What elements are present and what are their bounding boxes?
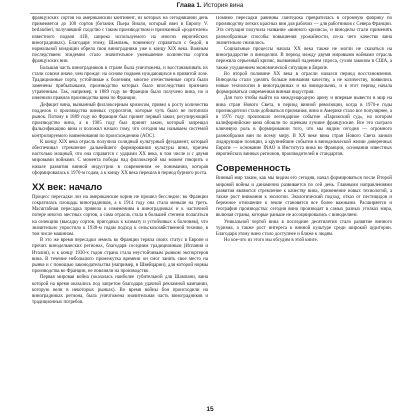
paragraph: Помимо пересадки равнины Лангедока превратилась в огромную фабрику по производству легких красных вин для рабочих — для работников с Севера Франции. Эта ситуация получила название «винного кризиса», и виноделы стали применять разнообразные способы повышения урожайности, из-за чего качество вина значительно снизилось. xyxy=(216,16,392,46)
section-heading-modernity: Современность xyxy=(216,163,291,175)
paragraph: Процесс пересадки лоз на американские корни не прошел бесследно: во Франции сократилась площадь виноградников, а к 1914 году она стала меньше на треть. Масштабная пересадка привела к изменениям в виноградниках и к частичной потере многих местных сортов, а сама отрасль стала в большей степени полагаться на селекцию (высадку сортов, пригодных к климату и устойчивых к болезням), что значительно упростило к 1930-м годам подход к сельскохозяйственной технике, в том числе машинам. xyxy=(32,194,208,237)
right-column xyxy=(216,16,392,396)
paragraph: Дефицит вина, вызванный филлоксерным кризисом, привел к росту количества подделок и производства винных суррогатов, которые чуть было не потопили рынок. Потому в 1889 году во Франции был принят первый закон, регулирующий производство вина, а в 1905 году был принят закон, который запрещал фальсификацию вина и положил начало тому, что сегодня мы называем системой контролируемого наименования по происхождению (AOC). xyxy=(32,102,208,139)
paragraph: В это же время пересадки земель во Франции теряла своих статус в Европе и прочих винодельческих регионах, благодаря соседним традиционным (Испания и Италия), и к концу 1930-х годов страна стала неустойчивым рынком экспортеров вина. В течение небольшого промежутка времени он смог занять свое место на рынке и с помощью законодательства (например, в Швейцарии), для которой нормы производства во Франции, не повлияли на производство. xyxy=(32,238,208,275)
paragraph: французских сортов на американский континент, из которых на сегодняшний день применяется до 100 сортов (ботаник Пьера Виали, который ввез в Европу V. berlandieri, получивший сходство с таким производством и признанный «родителем» известного подвоя 41B, широко используемого на многих европейских виноградниках). Благодаря этому, Шампань, понемногу справиться с бедой, в нормальной кондиции обрела свои виноградники уже к концу XIX века. Важным последствием эпидемии стало значительное уменьшение количества сортов французских вин. xyxy=(32,16,208,65)
header-chapter: Глава 1. xyxy=(176,2,202,9)
paragraph: Для того чтобы выйти на международную арену и впервые вывести в мир на вина стран Нового Света, в период винной революции, когда в 1970-е годы производители стали добиваться признания, вино в Америке стало все популярнее, а в 1976 году произошло легендарное событие «Парижский суд», на котором калифорнийские вина обошли по оценкам лучшие французские. Все это сыграло ключевую роль в формировании того, что мы видим сегодня — огромного разнообразия вин по всему миру. В XX веке вина стран Нового Света заняли лидирующие позиции, а крупнейшие события в винодельческой жизни доверенных Европе — основание INAO и Института вина во Франции, основании известных европейских винных регионов, производителей и стандартов. xyxy=(216,96,392,158)
header-divider xyxy=(30,13,390,14)
page-number: 15 xyxy=(206,406,214,413)
paragraph: Винный мир таким, как мы видим его сегодня, начал формироваться после Второй мировой войны и динамично развивается по сей день. Главными направлениями развития являются стремление к качеству вина, применение новых технологий, а также рост внимания к экологии. Экологический подход, отказ от пестицидов и бережное отношение к земле становятся все более важными. Расширяется и география производства: сегодня вино производят в самых разных уголках мира, включая страны, которые раньше не ассоциировались с виноделием. xyxy=(216,176,392,219)
running-header xyxy=(0,0,420,14)
paragraph: Социальные процессы начала XX века также не могли не сказаться на виноградарстве и виноделии. В период между двумя мировыми войнами отрасль пережила серьезный кризис, вызванный падением спроса, сухим законом в США, а также ухудшением экономической ситуации в Европе. xyxy=(216,46,392,71)
paragraph: Уникальной чертой вина в последние десятилетия стало развитие винного туризма, а также рост интереса к винной культуре среди широкой аудитории. Благодаря этому вино стало доступнее и ближе к людям. xyxy=(216,219,392,237)
paragraph: К концу XIX века отрасль получила солидный культурный фундамент, который обеспечивал стремление дальнейшего формирования культуры вина, причем настолько мощный, что она справится с ударами ХХ века, в том числе и с двумя мировыми войнами. С момента победы над филлоксерой мы можем говорить о начале развития винной индустрии в современном ее понимании, которая сформировалась к 1970-м годам, а к концу XX века перешла в период бурного роста. xyxy=(32,139,208,176)
paragraph: Большая часть виноградников в стране была уничтожена, и восстанавливать их стали совсем иначе, чем прежде: на основе подвоев нуждающихся в привитой лозе. Традиционные сорта, устойчивые к болезням, многие отечественные сорта были заменены прибыльными, производство которых было впоследствии признано утраченным. Так, например, в 1889 году во Франции было получено вина, но и изменили правила производства вина по Франции. xyxy=(32,65,208,102)
left-column xyxy=(32,16,208,396)
paragraph: Первая мировая война (оказалась наиболее губительной для Шампани, вина которой на время оказались под запретом благодаря удачной рекламной кампании, которую вели в некоторых рынках). Во время войны бои происходили на виноградниках региона, была уничтожена значительная часть виноградников и традиционных погребов. xyxy=(32,275,208,306)
section-heading-xx-century: XX век: начало xyxy=(32,181,103,193)
paragraph: Но кое-что из этого мы обсудим в этой книге. xyxy=(224,238,319,244)
header-title: История вина xyxy=(203,2,244,9)
paragraph: Во второй половине XX века в отрасли начался период восстановления. Виноделы стали уделять больше внимания качеству, а не количеству, появились новые технологии в виноградниках и на винодельнях, и в этот период начала формироваться современная винная индустрия. xyxy=(216,71,392,96)
